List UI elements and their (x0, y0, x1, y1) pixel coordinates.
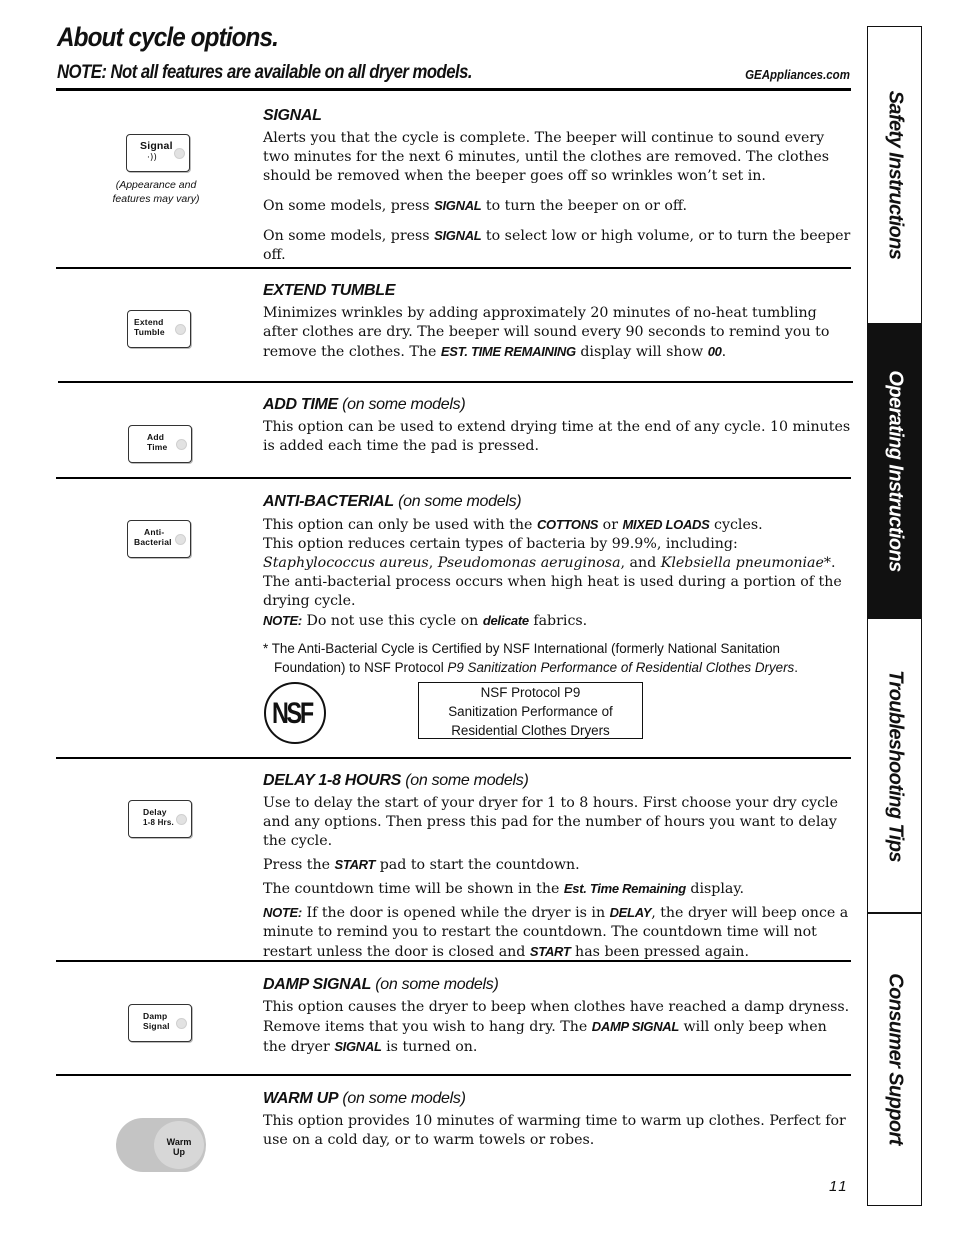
extend-tumble-pad-label: Extend Tumble (134, 317, 165, 337)
delay-description: Use to delay the start of your dryer for 1 to 8 hours. First choose your dry cycle and any options. Then press this pad for the number of hours you want to delay the cycle. (263, 795, 838, 849)
signal-note-volume: On some models, press SIGNAL to select low or high volume, or to turn the beeper off. (263, 228, 851, 263)
anti-bacterial-note: NOTE: Do not use this cycle on delicate fabrics. (263, 613, 588, 629)
page-title: About cycle options. (57, 22, 278, 52)
delay-start-instruction: Press the START pad to start the countdown. (263, 857, 580, 873)
warm-up-pad-icon (115, 1117, 207, 1173)
add-time-pad-icon (128, 425, 192, 463)
add-time-pad-label: Add Time (147, 432, 168, 452)
divider (56, 267, 851, 269)
page-note: NOTE: Not all features are available on all dryer models. (57, 62, 473, 83)
indicator-light-icon (175, 324, 186, 335)
delay-note: NOTE: If the door is opened while the dryer is in DELAY, the dryer will beep once a minute to remind you to restart the countdown. The countdown time will not restart unless the door is closed and START has been pressed again. (263, 905, 849, 960)
delay-section (263, 771, 851, 962)
side-tabs (867, 26, 922, 1206)
divider (58, 381, 853, 383)
warm-up-pad-label: Warm (166, 1137, 192, 1147)
signal-title: SIGNAL (263, 107, 322, 124)
signal-pad-label: Signal (140, 140, 173, 152)
add-time-description: This option can be used to extend drying time at the end of any cycle. 10 minutes is added each time the pad is pressed. (263, 419, 851, 454)
appearance-note: (Appearance and features may vary) (112, 179, 200, 205)
damp-signal-pad-icon (128, 1004, 192, 1042)
warm-up-pad-label-2: Up (173, 1147, 185, 1157)
indicator-light-icon (176, 1018, 187, 1029)
delay-title: DELAY 1-8 HOURS (on some models) (263, 772, 529, 789)
add-time-title: ADD TIME (on some models) (263, 396, 466, 413)
indicator-light-icon (176, 439, 187, 450)
page-number: 11 (829, 1178, 849, 1195)
website-url[interactable]: GEAppliances.com (745, 68, 850, 82)
warm-up-title: WARM UP (on some models) (263, 1090, 466, 1107)
tab-safety-instructions[interactable]: Safety Instructions (884, 90, 906, 260)
indicator-light-icon (175, 534, 186, 545)
signal-note-toggle: On some models, press SIGNAL to turn the beeper on or off. (263, 198, 687, 214)
damp-signal-pad-label: Damp Signal (143, 1011, 170, 1031)
indicator-light-icon (174, 148, 185, 159)
delay-pad-icon (128, 800, 192, 838)
delay-countdown-display: The countdown time will be shown in the Est. Time Remaining display. (263, 881, 744, 897)
add-time-section (263, 395, 851, 456)
extend-tumble-description: Minimizes wrinkles by adding approximately 20 minutes of no-heat tumbling after clothes are dry. The beeper will sound every 90 seconds to remind you to remove the clothes. The EST. TIME REMAINING display will show 00. (263, 305, 830, 360)
divider (56, 960, 851, 962)
delay-pad-label: Delay 1-8 Hrs. (143, 807, 174, 827)
damp-signal-description: This option causes the dryer to beep when clothes have reached a damp dryness. Remove items that you wish to hang dry. The DAMP SIGNAL will only beep when the dryer SIGNAL is turned on. (263, 999, 850, 1055)
damp-signal-section (263, 975, 851, 1057)
indicator-light-icon (176, 814, 187, 825)
divider (56, 757, 851, 759)
extend-tumble-section (263, 281, 851, 362)
header-rule (56, 88, 851, 91)
nsf-certification-box: NSF Protocol P9 Sanitization Performance of Residential Clothes Dryers (418, 682, 643, 739)
tab-operating-instructions[interactable]: Operating Instructions (868, 323, 921, 619)
anti-bacterial-section (263, 492, 851, 631)
signal-description: Alerts you that the cycle is complete. The beeper will continue to sound every two minutes for the next 6 minutes, until the clothes are removed. The clothes should be removed when the beeper goes off so wrinkles won’t set in. (263, 130, 830, 184)
damp-signal-title: DAMP SIGNAL (on some models) (263, 976, 499, 993)
signal-pad-icon (126, 134, 190, 172)
tab-troubleshooting-tips[interactable]: Troubleshooting Tips (884, 670, 906, 862)
tab-consumer-support[interactable]: Consumer Support (884, 973, 906, 1145)
nsf-logo: NSF (264, 682, 326, 744)
sound-icon: ·)) (147, 153, 157, 163)
anti-bacterial-cycles: This option can only be used with the COTTONS or MIXED LOADS cycles. (263, 517, 763, 533)
anti-bacterial-description: This option reduces certain types of bacteria by 99.9%, including: Staphylococcus aureus, Pseudomonas aeruginosa, and Klebsiella pneumoniae*. The anti-bacterial process occurs when high heat is used during a portion of the drying cycle. (263, 536, 842, 609)
anti-bacterial-title: ANTI-BACTERIAL (on some models) (263, 493, 522, 510)
warm-up-description: This option provides 10 minutes of warming time to warm up clothes. Perfect for use on a cold day, or to warm towels or robes. (263, 1113, 846, 1148)
divider (56, 477, 851, 479)
extend-tumble-pad-icon (127, 310, 191, 348)
extend-tumble-title: EXTEND TUMBLE (263, 282, 396, 299)
signal-section (263, 106, 851, 275)
divider (56, 1074, 851, 1076)
anti-bacterial-pad-label: Anti- Bacterial (134, 527, 172, 547)
nsf-footnote: * The Anti-Bacterial Cycle is Certified by NSF International (formerly National Sanitation Foundation) to NSF Protocol P9 Sanitization Performance of Residential Clothes Dryers. (263, 641, 798, 675)
warm-up-section (263, 1089, 851, 1150)
anti-bacterial-pad-icon (127, 520, 191, 558)
